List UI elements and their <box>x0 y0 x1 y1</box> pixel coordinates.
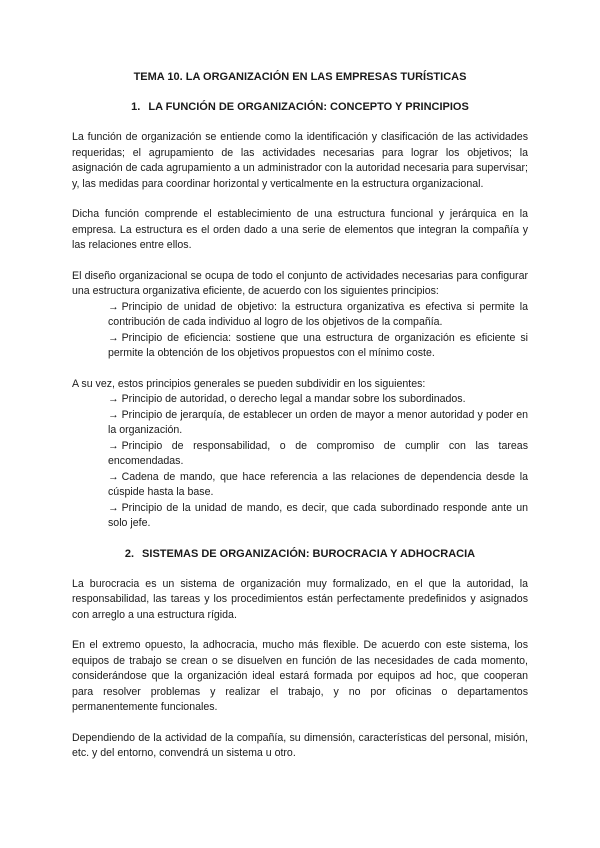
section-2-paragraph-2: En el extremo opuesto, la adhocracia, mucho más flexible. De acuerdo con este sistema, los equipos de trabajo se crean o se disuelven en función de las necesidades de cada momento, considerándose que la organización ideal estará formada por equipos ad hoc, que cooperan para resolver problemas y realizar el trabajo, y no por oficinas o departamentos permanentemente funcionales. <box>72 639 528 713</box>
section-1-title: LA FUNCIÓN DE ORGANIZACIÓN: CONCEPTO Y PRINCIPIOS <box>148 101 469 113</box>
sub-principles-intro: A su vez, estos principios generales se pueden subdividir en los siguientes: <box>72 377 426 390</box>
arrow-icon: → <box>108 408 119 421</box>
section-2-paragraph-1: La burocracia es un sistema de organización muy formalizado, en el que la autoridad, la responsabilidad, las tareas y los procedimientos están perfectamente predefinidos y asignados con arreglo a una estructura rígida. <box>72 577 528 621</box>
list-item: → Principio de unidad de objetivo: la estructura organizativa es efectiva si permite la contribución de cada individuo al logro de los objetivos de la compañía. <box>108 300 528 328</box>
section-2-heading <box>72 547 528 561</box>
section-1-number: 1. <box>131 101 141 113</box>
arrow-icon: → <box>108 470 119 483</box>
section-2-title: SISTEMAS DE ORGANIZACIÓN: BUROCRACIA Y ADHOCRACIA <box>142 547 476 560</box>
list-item: → Principio de responsabilidad, o de compromiso de cumplir con las tareas encomendadas. <box>108 439 528 467</box>
section-1-paragraph-2: Dicha función comprende el establecimiento de una estructura funcional y jerárquica en la empresa. La estructura es el orden dado a una serie de elementos que integran la compañía y las relaciones entre ellos. <box>72 208 528 251</box>
document-title: TEMA 10. LA ORGANIZACIÓN EN LAS EMPRESAS TURÍSTICAS <box>133 71 467 83</box>
sub-principles-list <box>72 377 528 532</box>
list-item: → Principio de la unidad de mando, es decir, que cada subordinado responde ante un solo jefe. <box>108 501 528 529</box>
arrow-icon: → <box>108 501 119 514</box>
list-item: → Principio de autoridad, o derecho legal a mandar sobre los subordinados. <box>108 393 466 405</box>
principles-list <box>72 269 528 362</box>
list-item: → Principio de eficiencia: sostiene que una estructura de organización es eficiente si permite la obtención de los objetivos propuestos con el mínimo coste. <box>108 331 528 359</box>
principles-intro: El diseño organizacional se ocupa de todo el conjunto de actividades necesarias para configurar una estructura organizativa eficiente, de acuerdo con los siguientes principios: <box>72 269 528 297</box>
section-1-paragraph-1: La función de organización se entiende como la identificación y clasificación de las actividades requeridas; el agrupamiento de las actividades necesarias para lograr los objetivos; la asignación de cada agrupamiento a un administrador con la autoridad necesaria para supervisar; y, las medidas para coordinar horizontal y verticalmente en la estructura organizacional. <box>72 131 528 190</box>
arrow-icon: → <box>108 331 119 344</box>
section-1-heading <box>72 100 528 114</box>
section-2-number: 2. <box>124 547 135 560</box>
list-item: → Principio de jerarquía, de establecer un orden de mayor a menor autoridad y poder en la organización. <box>108 408 528 436</box>
list-item: → Cadena de mando, que hace referencia a las relaciones de dependencia desde la cúspide hasta la base. <box>108 470 528 498</box>
arrow-icon: → <box>108 393 119 405</box>
arrow-icon: → <box>108 300 119 313</box>
section-2-paragraph-3: Dependiendo de la actividad de la compañía, su dimensión, características del personal, misión, etc. y del entorno, convendrá un sistema u otro. <box>72 731 528 759</box>
arrow-icon: → <box>108 439 119 452</box>
